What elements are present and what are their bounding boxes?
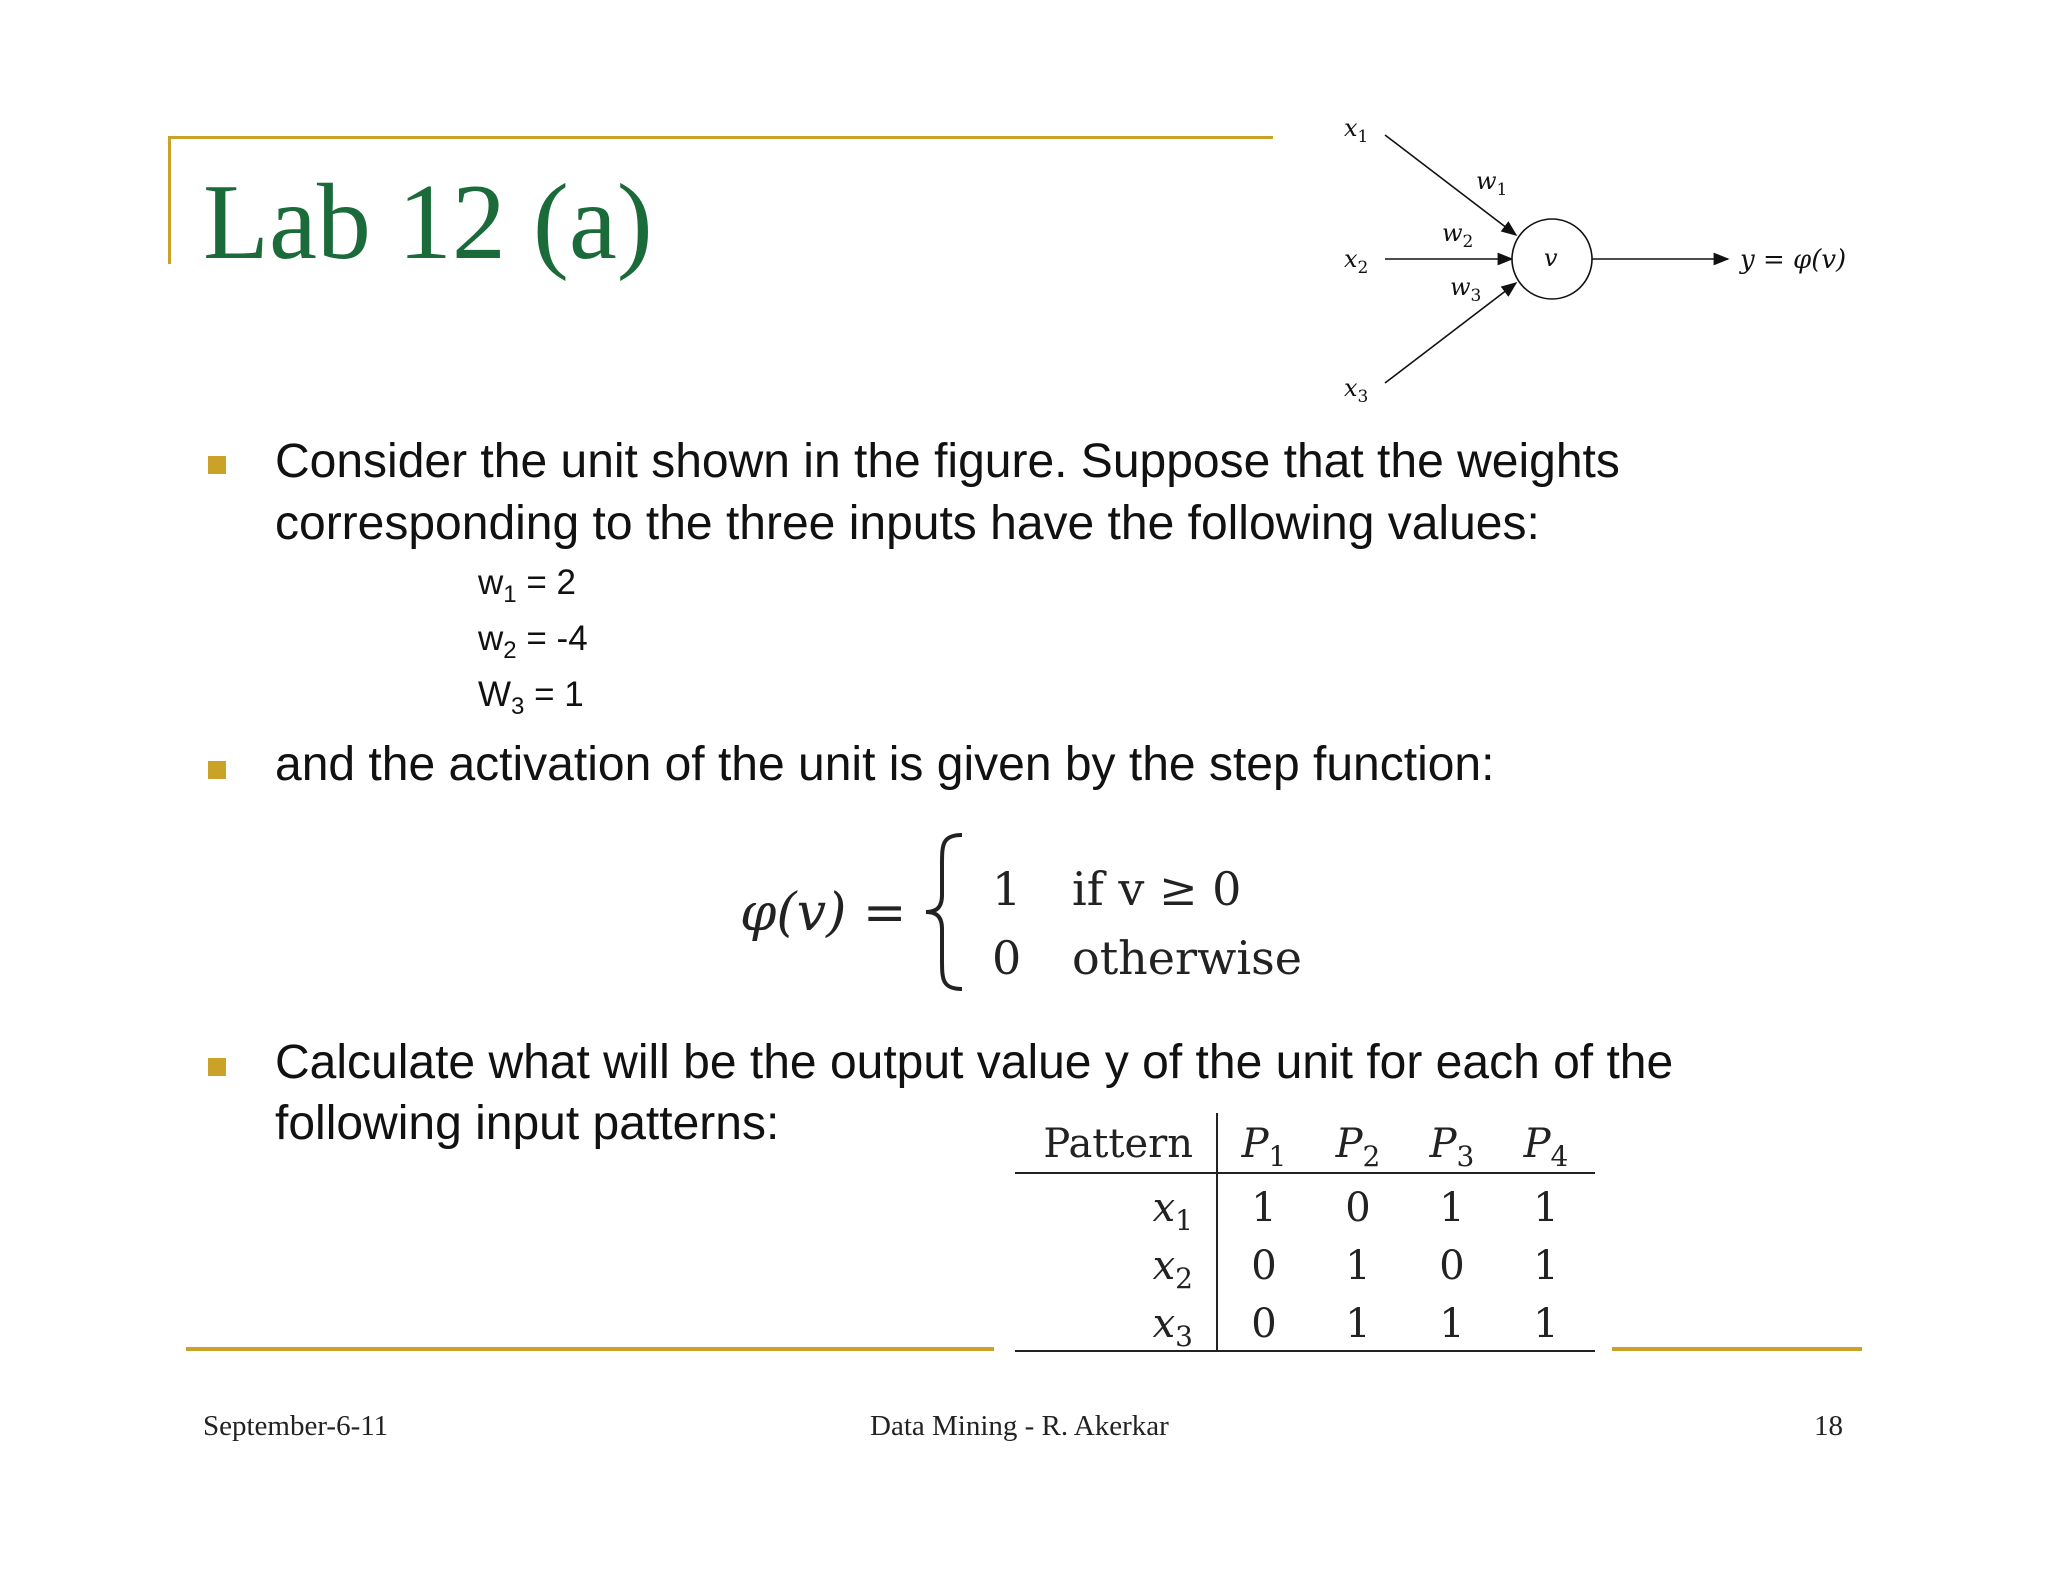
weight-value-2: $w_2 = -4$ bbox=[478, 619, 588, 664]
table-cell: 1 bbox=[1533, 1301, 1559, 1347]
footer-date: September-6-11 bbox=[203, 1410, 389, 1442]
bullet-3-line-1: Calculate what will be the output value y of the unit for each of the bbox=[275, 1036, 1674, 1089]
weight-label-2: $w_2$ bbox=[1442, 219, 1474, 252]
slide-title: Lab 12 (a) bbox=[203, 163, 653, 282]
bullet-3-line-2: following input patterns: bbox=[275, 1097, 780, 1150]
table-cell: 1 bbox=[1345, 1243, 1371, 1289]
bullet-marker-2 bbox=[208, 761, 226, 779]
neuron-diagram bbox=[1300, 100, 1900, 420]
table-cell: 1 bbox=[1533, 1185, 1559, 1231]
footer-rule-right bbox=[1612, 1347, 1862, 1351]
weight-value-3: $W_3 = 1$ bbox=[478, 675, 584, 720]
input-label-2: $x_2$ bbox=[1344, 245, 1369, 278]
table-cell: 1 bbox=[1533, 1243, 1559, 1289]
table-row-label-x2: $x_2$ bbox=[1152, 1243, 1193, 1295]
weight-label-3: $w_3$ bbox=[1450, 273, 1482, 306]
table-cell: 1 bbox=[1439, 1185, 1465, 1231]
table-cell: 0 bbox=[1251, 1243, 1277, 1289]
table-header-label: Pattern bbox=[1043, 1121, 1193, 1167]
bullet-marker-3 bbox=[208, 1058, 226, 1076]
table-cell: 0 bbox=[1251, 1301, 1277, 1347]
table-col-header-p3: $P_3$ bbox=[1429, 1121, 1475, 1173]
table-cell: 1 bbox=[1251, 1185, 1277, 1231]
table-row-label-x1: $x_1$ bbox=[1152, 1185, 1193, 1237]
formula-case1-condition: if v ≥ 0 bbox=[1072, 862, 1242, 916]
node-label: v bbox=[1544, 244, 1558, 272]
table-col-header-p2: $P_2$ bbox=[1335, 1121, 1381, 1173]
weight-label-1: $w_1$ bbox=[1476, 167, 1508, 200]
table-cell: 0 bbox=[1345, 1185, 1371, 1231]
table-cell: 1 bbox=[1439, 1301, 1465, 1347]
footer-page-number: 18 bbox=[1814, 1410, 1843, 1442]
formula-brace bbox=[926, 835, 962, 989]
table-row-x3 bbox=[1153, 1301, 1559, 1353]
table-col-header-p1: $P_1$ bbox=[1241, 1121, 1287, 1173]
footer-course: Data Mining - R. Akerkar bbox=[870, 1410, 1169, 1442]
footer-rule-left bbox=[186, 1347, 994, 1351]
weight-value-1: $w_1 = 2$ bbox=[478, 563, 577, 608]
formula-case1-value: 1 bbox=[992, 862, 1022, 916]
formula-lhs: φ(v) = bbox=[740, 883, 907, 943]
bullet-1-line-1: Consider the unit shown in the figure. Suppose that the weights bbox=[275, 435, 1620, 488]
step-function-formula bbox=[730, 820, 1330, 1000]
table-cell: 1 bbox=[1345, 1301, 1371, 1347]
bullet-1-line-2: corresponding to the three inputs have the following values: bbox=[275, 497, 1540, 550]
title-left-rule bbox=[168, 136, 171, 264]
input-label-1: $x_1$ bbox=[1344, 114, 1369, 147]
output-label: y = φ(v) bbox=[1740, 245, 1847, 275]
table-col-header-p4: $P_4$ bbox=[1523, 1121, 1569, 1173]
bullet-2-text: and the activation of the unit is given by the step function: bbox=[275, 738, 1495, 791]
input-label-3: $x_3$ bbox=[1344, 374, 1369, 407]
formula-case2-condition: otherwise bbox=[1072, 931, 1302, 985]
pattern-table bbox=[1010, 1105, 1620, 1365]
formula-case2-value: 0 bbox=[992, 931, 1022, 985]
table-row-x1 bbox=[1153, 1185, 1559, 1237]
title-top-rule bbox=[168, 136, 1273, 139]
bullet-marker-1 bbox=[208, 456, 226, 474]
table-row-x2 bbox=[1153, 1243, 1559, 1295]
table-row-label-x3: $x_3$ bbox=[1152, 1301, 1193, 1353]
table-cell: 0 bbox=[1439, 1243, 1465, 1289]
